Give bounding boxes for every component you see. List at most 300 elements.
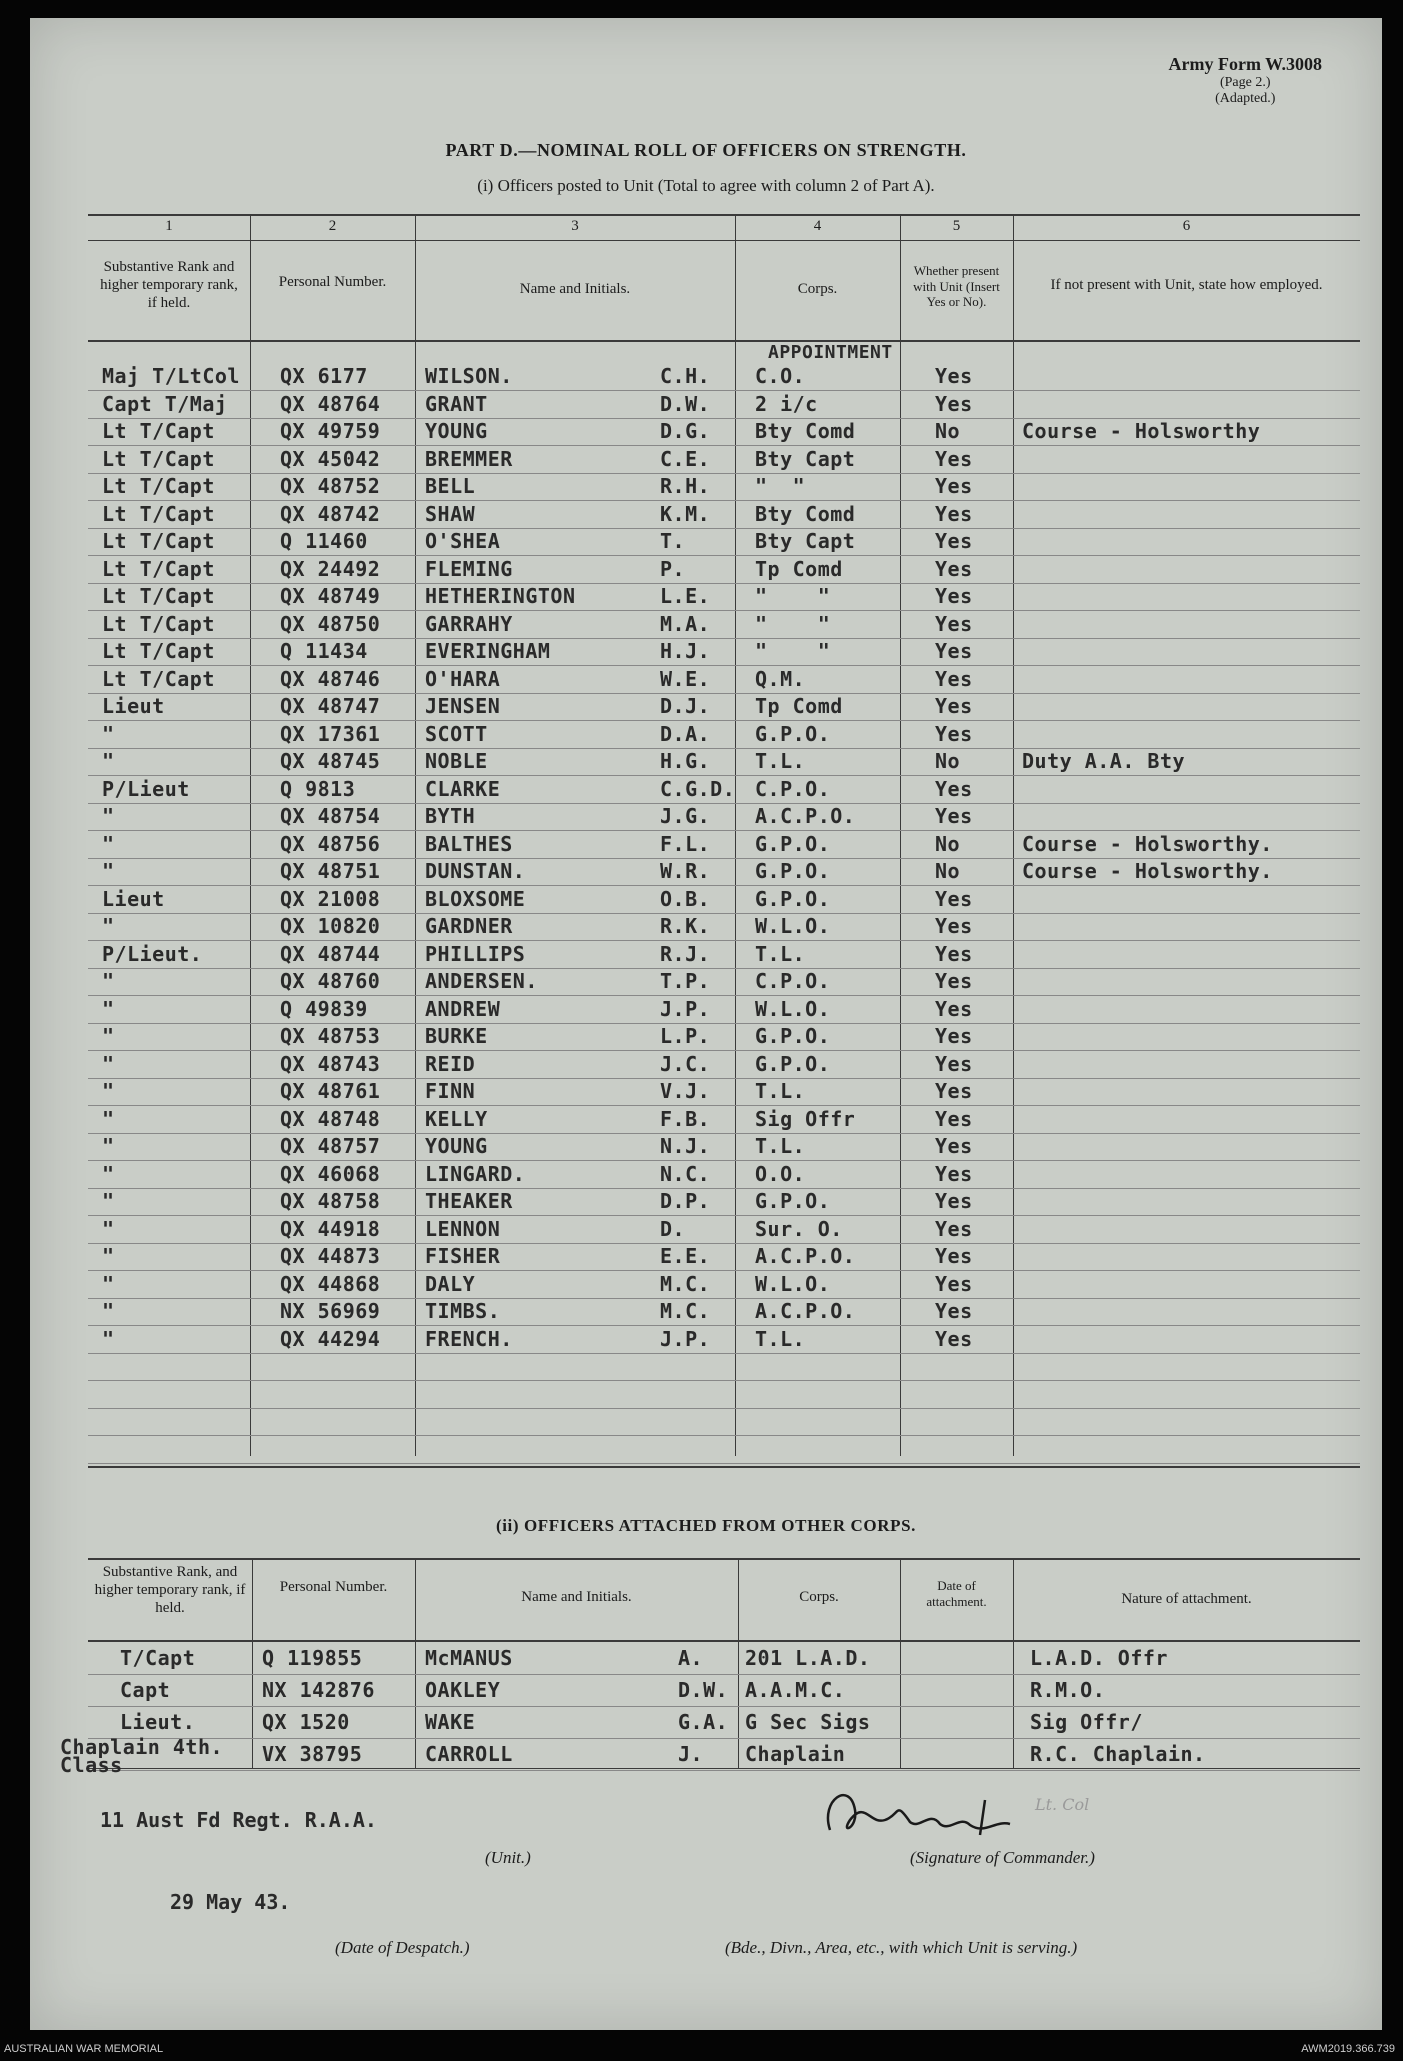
empty-row-rule: [88, 1463, 1360, 1464]
name-cell: FLEMING: [425, 556, 513, 581]
table-row: [30, 749, 1382, 777]
rank-cell: ": [102, 804, 115, 828]
present-cell: No: [935, 749, 961, 773]
corps-cell: G.P.O.: [755, 1024, 831, 1048]
rank-cell: ": [102, 831, 115, 856]
name-cell: DALY: [425, 1271, 476, 1296]
table-row: [30, 392, 1382, 420]
rank-cell: ": [102, 914, 115, 938]
present-cell: No: [935, 859, 961, 883]
table-bottom-rule: [88, 1466, 1360, 1468]
present-cell: Yes: [935, 391, 973, 416]
table-row: [30, 447, 1382, 475]
column-header-number: Personal Number.: [279, 1579, 388, 1595]
column-header-number: Personal Number.: [278, 274, 387, 290]
corps-cell: G Sec Sigs: [745, 1710, 871, 1734]
present-cell: No: [935, 831, 961, 856]
name-cell: BREMMER: [425, 446, 513, 471]
table-row: [30, 1162, 1382, 1190]
signature-caption: (Signature of Commander.): [910, 1848, 1095, 1867]
table-row: [30, 364, 1382, 392]
name-cell: BURKE: [425, 1024, 488, 1048]
number-cell: QX 48750: [280, 611, 381, 636]
column-number: 4: [813, 218, 822, 234]
present-cell: Yes: [935, 501, 973, 526]
initials-cell: C.E.: [660, 446, 711, 471]
table-row: [30, 804, 1382, 832]
number-cell: QX 48744: [280, 941, 381, 966]
name-cell: CARROLL: [425, 1742, 513, 1766]
number-cell: QX 48745: [280, 749, 381, 773]
number-cell: QX 44868: [280, 1271, 381, 1296]
present-cell: Yes: [935, 1271, 973, 1296]
corps-cell: A.A.M.C.: [745, 1678, 846, 1702]
rank-cell: Lt T/Capt: [102, 611, 215, 636]
present-cell: Yes: [935, 996, 973, 1021]
name-cell: FINN: [425, 1079, 476, 1103]
name-cell: TIMBS.: [425, 1299, 501, 1323]
number-cell: QX 48754: [280, 804, 381, 828]
rank-cell: Capt T/Maj: [102, 391, 228, 416]
initials-cell: J.C.: [660, 1051, 711, 1076]
corps-cell: O.O.: [755, 1161, 806, 1186]
corps-cell: A.C.P.O.: [755, 1244, 856, 1268]
employment-cell: Course - Holsworthy: [1022, 419, 1261, 443]
rank-cell: Lt T/Capt: [102, 639, 215, 663]
table-row: [30, 529, 1382, 557]
number-cell: QX 44294: [280, 1326, 381, 1351]
corps-cell: T.L.: [755, 1079, 806, 1103]
present-cell: Yes: [935, 584, 973, 608]
number-cell: QX 45042: [280, 446, 381, 471]
number-cell: QX 10820: [280, 914, 381, 938]
table-row: [30, 777, 1382, 805]
rank-cell: ": [102, 1189, 115, 1213]
initials-cell: M.C.: [660, 1271, 711, 1296]
number-cell: Q 11434: [280, 639, 368, 663]
present-cell: Yes: [935, 694, 973, 718]
corps-cell: C.O.: [755, 364, 806, 388]
rank-cell: ": [102, 1244, 115, 1268]
corps-cell: W.L.O.: [755, 1271, 831, 1296]
initials-cell: W.R.: [660, 859, 711, 883]
table-row: [30, 1299, 1382, 1327]
corps-cell: G.P.O.: [755, 831, 831, 856]
number-cell: QX 44873: [280, 1244, 381, 1268]
row-rule: [88, 1706, 1360, 1707]
corps-cell: Chaplain: [745, 1742, 846, 1766]
rank-cell: ": [102, 1271, 115, 1296]
table-row: [30, 1052, 1382, 1080]
present-cell: Yes: [935, 804, 973, 828]
rank-cell: Capt: [120, 1678, 171, 1702]
column-header-rank: Substantive Rank, and higher temporary rank, if held.: [94, 1564, 246, 1616]
number-cell: QX 48764: [280, 391, 381, 416]
column-number-rule: [88, 240, 1360, 241]
table-row: [30, 997, 1382, 1025]
initials-cell: A.: [678, 1646, 704, 1670]
name-cell: YOUNG: [425, 1134, 488, 1158]
initials-cell: D.P.: [660, 1189, 711, 1213]
form-identifier: [1169, 54, 1322, 107]
corps-cell: Bty Comd: [755, 501, 856, 526]
rank-cell: ": [102, 1106, 115, 1131]
corps-cell: Tp Comd: [755, 694, 843, 718]
table-row: [30, 1327, 1382, 1355]
number-cell: Q 9813: [280, 776, 356, 801]
table-row: [30, 1678, 1382, 1706]
name-cell: REID: [425, 1051, 476, 1076]
name-cell: EVERINGHAM: [425, 639, 551, 663]
number-cell: Q 11460: [280, 529, 368, 553]
initials-cell: D.: [660, 1216, 686, 1241]
column-header-name: Name and Initials.: [521, 1589, 632, 1605]
corps-cell: T.L.: [755, 749, 806, 773]
initials-cell: J.G.: [660, 804, 711, 828]
number-cell: QX 48752: [280, 474, 381, 498]
initials-cell: C.H.: [660, 364, 711, 388]
empty-row-rule: [88, 1380, 1360, 1381]
table-row: [30, 474, 1382, 502]
row-rule: [88, 1674, 1360, 1675]
unit-name: 11 Aust Fd Regt. R.A.A.: [100, 1808, 377, 1832]
initials-cell: W.E.: [660, 666, 711, 691]
number-cell: QX 44918: [280, 1216, 381, 1241]
name-cell: OAKLEY: [425, 1678, 501, 1702]
present-cell: Yes: [935, 776, 973, 801]
table-row: [30, 969, 1382, 997]
rank-cell: Lt T/Capt: [102, 446, 215, 471]
name-cell: YOUNG: [425, 419, 488, 443]
table-row: [30, 1107, 1382, 1135]
column-header-present: Whether present with Unit (Insert Yes or No).: [913, 263, 1000, 310]
table-row: [30, 1134, 1382, 1162]
table-row: [30, 887, 1382, 915]
table2-header-rule: [88, 1640, 1360, 1642]
employment-cell: Course - Holsworthy.: [1022, 831, 1273, 856]
number-cell: QX 48757: [280, 1134, 381, 1158]
corps-cell: G.P.O.: [755, 1051, 831, 1076]
number-cell: Q 119855: [262, 1646, 363, 1670]
name-cell: O'SHEA: [425, 529, 501, 553]
corps-cell: Sur. O.: [755, 1216, 843, 1241]
table-row: [30, 667, 1382, 695]
table-row: [30, 914, 1382, 942]
column-number: 3: [571, 218, 579, 234]
despatch-date: 29 May 43.: [170, 1890, 291, 1914]
name-cell: BELL: [425, 474, 476, 498]
column-header-name: Name and Initials.: [519, 281, 631, 297]
present-cell: Yes: [935, 611, 973, 636]
name-cell: SHAW: [425, 501, 476, 526]
number-cell: QX 48753: [280, 1024, 381, 1048]
present-cell: Yes: [935, 1189, 973, 1213]
table-row: [30, 502, 1382, 530]
corps-cell: Bty Capt: [755, 529, 856, 553]
present-cell: Yes: [935, 556, 973, 581]
column-number: 6: [1182, 218, 1191, 234]
present-cell: Yes: [935, 474, 973, 498]
name-cell: THEAKER: [425, 1189, 513, 1213]
initials-cell: P.: [660, 556, 686, 581]
number-cell: QX 48751: [280, 859, 381, 883]
rank-cell: Lt T/Capt: [102, 584, 215, 608]
corps-cell: Bty Capt: [755, 446, 856, 471]
empty-row-rule: [88, 1408, 1360, 1409]
number-cell: Q 49839: [280, 996, 368, 1021]
nature-cell: Sig Offr/: [1030, 1710, 1143, 1734]
table-row: [30, 1189, 1382, 1217]
employment-cell: Duty A.A. Bty: [1022, 749, 1186, 773]
number-cell: QX 1520: [262, 1710, 350, 1734]
present-cell: Yes: [935, 1216, 973, 1241]
corps-cell: " ": [755, 474, 806, 498]
initials-cell: T.P.: [660, 969, 711, 993]
rank-cell: Lt T/Capt: [102, 556, 215, 581]
rank-cell: ": [102, 1051, 115, 1076]
column-header-corps: Corps.: [797, 281, 838, 297]
row-rule: [88, 1738, 1360, 1739]
present-cell: Yes: [935, 1024, 973, 1048]
present-cell: Yes: [935, 446, 973, 471]
rank-cell: Lieut: [102, 886, 165, 911]
commander-signature: [810, 1780, 1090, 1850]
number-cell: NX 56969: [280, 1299, 381, 1323]
initials-cell: J.P.: [660, 996, 711, 1021]
initials-cell: L.E.: [660, 584, 711, 608]
serving-caption: (Bde., Divn., Area, etc., with which Unit is serving.): [725, 1938, 1078, 1957]
number-cell: NX 142876: [262, 1678, 375, 1702]
column-number: 1: [165, 218, 173, 234]
corps-cell: " ": [755, 611, 831, 636]
part-ii-title: (ii) OFFICERS ATTACHED FROM OTHER CORPS.: [495, 1516, 917, 1535]
number-cell: QX 48748: [280, 1106, 381, 1131]
name-cell: WAKE: [425, 1710, 476, 1734]
rank-cell: Lt T/Capt: [102, 419, 215, 443]
present-cell: Yes: [935, 914, 973, 938]
present-cell: Yes: [935, 666, 973, 691]
rank-cell: ": [102, 1024, 115, 1048]
name-cell: DUNSTAN.: [425, 859, 526, 883]
name-cell: McMANUS: [425, 1646, 513, 1670]
name-cell: ANDREW: [425, 996, 501, 1021]
column-header-employment: If not present with Unit, state how employed.: [1050, 277, 1323, 293]
credit-right: AWM2019.366.739: [1301, 2043, 1395, 2055]
initials-cell: J.P.: [660, 1326, 711, 1351]
column-number: 5: [952, 218, 961, 234]
corps-cell: Q.M.: [755, 666, 806, 691]
rank-cell: Lieut: [102, 694, 165, 718]
table-row: [30, 1244, 1382, 1272]
unit-caption: (Unit.): [485, 1848, 531, 1867]
corps-cell: T.L.: [755, 1326, 806, 1351]
corps-cell: " ": [755, 584, 831, 608]
corps-cell: " ": [755, 639, 831, 663]
number-cell: QX 48743: [280, 1051, 381, 1076]
rank-cell: ": [102, 1299, 115, 1323]
initials-cell: R.J.: [660, 941, 711, 966]
table-row: [30, 612, 1382, 640]
present-cell: Yes: [935, 721, 973, 746]
name-cell: FISHER: [425, 1244, 501, 1268]
present-cell: Yes: [935, 639, 973, 663]
initials-cell: F.B.: [660, 1106, 711, 1131]
header-bottom-rule: [88, 340, 1360, 342]
initials-cell: D.J.: [660, 694, 711, 718]
corps-cell: A.C.P.O.: [755, 804, 856, 828]
nature-cell: R.M.O.: [1030, 1678, 1106, 1702]
initials-cell: M.A.: [660, 611, 711, 636]
despatch-date-caption: (Date of Despatch.): [335, 1938, 470, 1957]
form-name: Army Form W.3008: [1168, 54, 1322, 74]
number-cell: QX 48746: [280, 666, 381, 691]
rank-cell: ": [102, 1326, 115, 1351]
number-cell: QX 21008: [280, 886, 381, 911]
rank-cell: ": [102, 969, 115, 993]
rank-cell: ": [102, 1161, 115, 1186]
rank-cell: Lt T/Capt: [102, 474, 215, 498]
initials-cell: D.G.: [660, 419, 711, 443]
initials-cell: E.E.: [660, 1244, 711, 1268]
rank-cell: T/Capt: [120, 1646, 196, 1670]
corps-cell: A.C.P.O.: [755, 1299, 856, 1323]
number-cell: QX 48756: [280, 831, 381, 856]
table-row: [30, 832, 1382, 860]
initials-cell: H.J.: [660, 639, 711, 663]
rank-cell: P/Lieut.: [102, 941, 203, 966]
number-cell: QX 49759: [280, 419, 381, 443]
name-cell: LENNON: [425, 1216, 501, 1241]
row-rule: [88, 1770, 1360, 1771]
rank-cell: Chaplain 4th. Class: [60, 1735, 224, 1777]
initials-cell: V.J.: [660, 1079, 711, 1103]
form-adapted: (Adapted.): [1215, 90, 1276, 106]
number-cell: QX 48747: [280, 694, 381, 718]
name-cell: FRENCH.: [425, 1326, 513, 1351]
signature-note: Lt. Col: [1035, 1795, 1090, 1814]
table-row: [30, 1024, 1382, 1052]
table-row: [30, 859, 1382, 887]
name-cell: BALTHES: [425, 831, 513, 856]
column-header-corps: Corps.: [799, 1589, 839, 1605]
present-cell: Yes: [935, 941, 973, 966]
form-page: (Page 2.): [1219, 74, 1271, 90]
present-cell: Yes: [935, 969, 973, 993]
corps-cell: Tp Comd: [755, 556, 843, 581]
table-row: [30, 557, 1382, 585]
table-row: [30, 1646, 1382, 1674]
rank-cell: ": [102, 1079, 115, 1103]
column-header-rank: Substantive Rank and higher temporary rank, if held.: [100, 259, 238, 311]
present-cell: Yes: [935, 529, 973, 553]
number-cell: QX 48761: [280, 1079, 381, 1103]
name-cell: WILSON.: [425, 364, 513, 388]
number-cell: QX 48758: [280, 1189, 381, 1213]
column-header-date: Date of attachment.: [926, 1578, 987, 1609]
rank-cell: ": [102, 1216, 115, 1241]
corps-cell: G.P.O.: [755, 859, 831, 883]
corps-cell: G.P.O.: [755, 721, 831, 746]
present-cell: Yes: [935, 1106, 973, 1131]
present-cell: Yes: [935, 886, 973, 911]
number-cell: QX 6177: [280, 364, 368, 388]
rank-cell: ": [102, 1134, 115, 1158]
table-row: [30, 639, 1382, 667]
present-cell: Yes: [935, 1299, 973, 1323]
initials-cell: G.A.: [678, 1710, 729, 1734]
table-row: [30, 1217, 1382, 1245]
rank-cell: Lieut.: [120, 1710, 196, 1734]
corps-cell: 2 i/c: [755, 391, 818, 416]
name-cell: ANDERSEN.: [425, 969, 538, 993]
column-number: 2: [328, 218, 337, 234]
corps-cell: Sig Offr: [755, 1106, 856, 1131]
initials-cell: D.W.: [678, 1678, 729, 1702]
initials-cell: D.W.: [660, 391, 711, 416]
corps-cell: G.P.O.: [755, 886, 831, 911]
document-page: [30, 18, 1382, 2030]
initials-cell: H.G.: [660, 749, 711, 773]
table-row: [30, 1710, 1382, 1738]
table-row: [30, 1735, 1382, 1777]
corps-cell: W.L.O.: [755, 996, 831, 1021]
name-cell: CLARKE: [425, 776, 501, 801]
rank-cell: Lt T/Capt: [102, 529, 215, 553]
name-cell: GARDNER: [425, 914, 513, 938]
number-cell: QX 17361: [280, 721, 381, 746]
table-row: [30, 1272, 1382, 1300]
number-cell: VX 38795: [262, 1742, 363, 1766]
table-row: [30, 419, 1382, 447]
rank-cell: Lt T/Capt: [102, 666, 215, 691]
rank-cell: ": [102, 859, 115, 883]
corps-cell: Bty Comd: [755, 419, 856, 443]
table2-top-rule: [88, 1558, 1360, 1560]
name-cell: BYTH: [425, 804, 476, 828]
part-d-subtitle: (i) Officers posted to Unit (Total to agree with column 2 of Part A).: [477, 176, 935, 195]
name-cell: GRANT: [425, 391, 488, 416]
corps-cell: T.L.: [755, 1134, 806, 1158]
initials-cell: F.L.: [660, 831, 711, 856]
number-cell: QX 24492: [280, 556, 381, 581]
appointment-overtype: APPOINTMENT: [768, 342, 893, 363]
nature-cell: R.C. Chaplain.: [1030, 1742, 1206, 1766]
initials-cell: T.: [660, 529, 686, 553]
number-cell: QX 48749: [280, 584, 381, 608]
corps-cell: G.P.O.: [755, 1189, 831, 1213]
rank-cell: Lt T/Capt: [102, 501, 215, 526]
table-row: [30, 584, 1382, 612]
initials-cell: N.J.: [660, 1134, 711, 1158]
initials-cell: R.K.: [660, 914, 711, 938]
present-cell: Yes: [935, 1079, 973, 1103]
present-cell: Yes: [935, 1134, 973, 1158]
name-cell: GARRAHY: [425, 611, 513, 636]
corps-cell: T.L.: [755, 941, 806, 966]
table-top-rule: [88, 214, 1360, 216]
name-cell: NOBLE: [425, 749, 488, 773]
column-header-nature: Nature of attachment.: [1121, 1591, 1252, 1607]
rank-cell: ": [102, 996, 115, 1021]
table-row: [30, 942, 1382, 970]
table-row: [30, 694, 1382, 722]
initials-cell: R.H.: [660, 474, 711, 498]
number-cell: QX 48760: [280, 969, 381, 993]
empty-row-rule: [88, 1435, 1360, 1436]
initials-cell: O.B.: [660, 886, 711, 911]
number-cell: QX 48742: [280, 501, 381, 526]
table-row: [30, 722, 1382, 750]
